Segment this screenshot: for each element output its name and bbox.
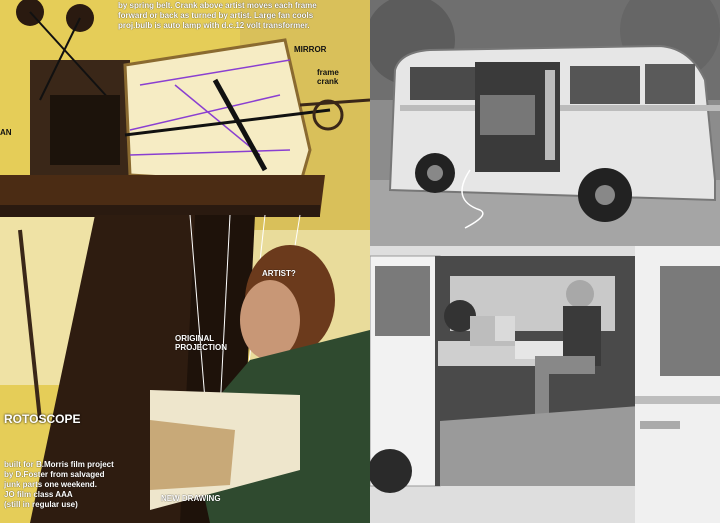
note-line: by D.Foster from salvaged [4, 470, 105, 479]
notes-block [4, 460, 114, 510]
van-exterior-photo [370, 0, 720, 246]
label-projection: PROJECTION [175, 343, 228, 352]
label-new-drawing: NEW DRAWING [161, 494, 221, 503]
label-an: AN [0, 128, 12, 137]
van-exterior-illustration [370, 0, 720, 246]
label-mirror: MIRROR [294, 45, 327, 54]
caption-line-3: proj.bulb is auto lamp with d.c.12 volt transformer. [118, 21, 310, 30]
caption-line-2: forward or back as turned by artist. Large fan cools [118, 11, 314, 20]
caption-line-1: by spring belt. Crank above artist moves each frame [118, 1, 317, 10]
label-crank: crank [317, 77, 339, 86]
note-line: junk parts one weekend. [4, 480, 97, 489]
label-frame: frame [317, 68, 339, 77]
note-line: (still in regular use) [4, 500, 78, 509]
van-interior-photo [370, 246, 720, 523]
label-original: ORIGINAL [175, 334, 215, 343]
label-artist: ARTIST? [262, 269, 296, 278]
van-interior-illustration [370, 246, 720, 523]
title-rotoscope: ROTOSCOPE [4, 412, 81, 426]
note-line: built for B.Morris film project [4, 460, 114, 469]
note-line: JO film class AAA [4, 490, 73, 499]
